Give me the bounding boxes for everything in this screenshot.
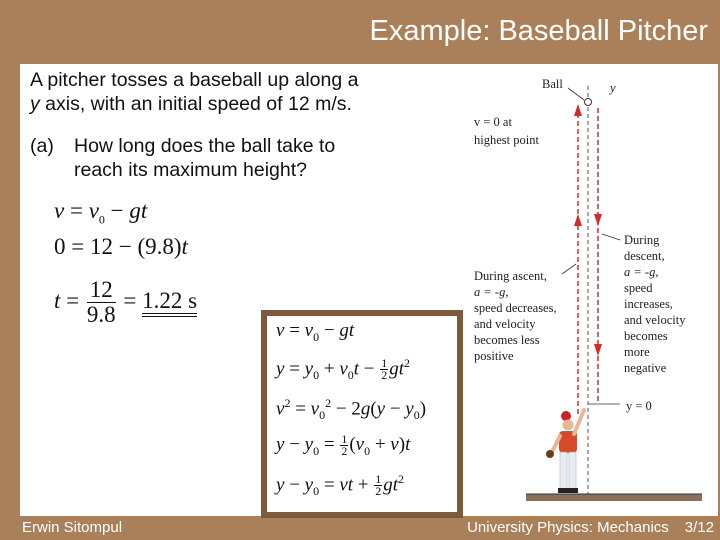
ball-label: Ball	[542, 77, 563, 91]
y-axis-label: y	[610, 81, 616, 95]
pitcher-icon	[546, 410, 584, 493]
footer-info	[467, 517, 714, 539]
slide-title: Example: Baseball Pitcher	[369, 15, 708, 47]
problem-text-post: axis, with an initial speed of 12 m/s.	[45, 93, 352, 115]
ascent-pointer	[562, 264, 576, 274]
problem-statement	[30, 68, 470, 116]
ascent-line-1: During ascent,	[474, 269, 547, 283]
descent-pointer	[602, 234, 620, 240]
solution-equation-velocity: $v = v_0$ − gt	[54, 198, 148, 227]
part-a-label: (a)	[30, 135, 54, 157]
descent-line-3: a = -g,	[624, 265, 659, 279]
eq2-gravity: (9.8)	[137, 234, 182, 259]
ascent-line-6: positive	[474, 349, 514, 363]
descent-arrow	[594, 108, 602, 404]
kinematic-eq-5: $y - y_0$ = vt + $\frac{1}{2}$ $gt^2$	[276, 472, 405, 499]
solution-equation-result: t = $\frac{12}{9.8}$ = 1.22 s	[54, 277, 198, 327]
footer-page-number: 3/12	[684, 519, 714, 536]
eq3-fraction	[87, 278, 116, 327]
ascent-line-3: speed decreases,	[474, 301, 557, 315]
kinematic-eq-4: $y - y_0$ = $\frac{1}{2}$ $(v_0 + v)t$	[276, 432, 411, 459]
eq3-denominator: 9.8	[86, 302, 116, 327]
ascent-arrow	[574, 104, 582, 414]
ball-label-pointer	[568, 88, 584, 100]
content-panel	[20, 64, 718, 516]
descent-line-5: increases,	[624, 297, 673, 311]
kinematic-eq-3: $v^2 = v_0^2 - 2g(y - y_0)$	[276, 396, 427, 423]
top-label-line-2: highest point	[474, 133, 539, 147]
descent-line-1: During	[624, 233, 660, 247]
solution-equation-substituted: 0 = 12 − (9.8)t	[54, 234, 188, 259]
part-a-line-1: How long does the ball take to	[74, 135, 336, 157]
pitcher-figure	[470, 64, 718, 516]
descent-line-4: speed	[624, 281, 653, 295]
ground-strip	[526, 494, 702, 501]
part-a-line-2: reach its maximum height?	[74, 159, 308, 181]
eq2-initial-speed: 12	[89, 234, 113, 259]
eq3-answer: 1.22 s	[142, 288, 197, 317]
kinematic-eq-1: $v = v_0$ − gt	[276, 320, 355, 344]
ascent-line-2: a = -g,	[474, 285, 509, 299]
ascent-line-5: becomes less	[474, 333, 540, 347]
ascent-line-4: and velocity	[474, 317, 536, 331]
footer-course: University Physics: Mechanics	[467, 519, 669, 536]
descent-line-6: and velocity	[624, 313, 686, 327]
kinematic-equations-box	[261, 310, 463, 518]
descent-line-9: negative	[624, 361, 667, 375]
eq2-zero: 0	[54, 234, 66, 259]
top-label-line-1: v = 0 at	[474, 115, 512, 129]
question-part-a	[30, 134, 470, 182]
descent-line-7: becomes	[624, 329, 668, 343]
ball-top-icon	[585, 99, 592, 106]
problem-text-pre: A pitcher tosses a baseball up along a	[30, 69, 359, 91]
descent-line-2: descent,	[624, 249, 665, 263]
descent-line-8: more	[624, 345, 650, 359]
ground-level-label: y = 0	[626, 399, 652, 413]
footer-author: Erwin Sitompul	[22, 519, 123, 536]
problem-axis-symbol: y	[30, 93, 40, 115]
eq3-numerator: 12	[87, 278, 116, 303]
kinematic-eq-2: $y = y_0 + v_0t$ − $\frac{1}{2}$ $gt^2$	[276, 356, 411, 383]
